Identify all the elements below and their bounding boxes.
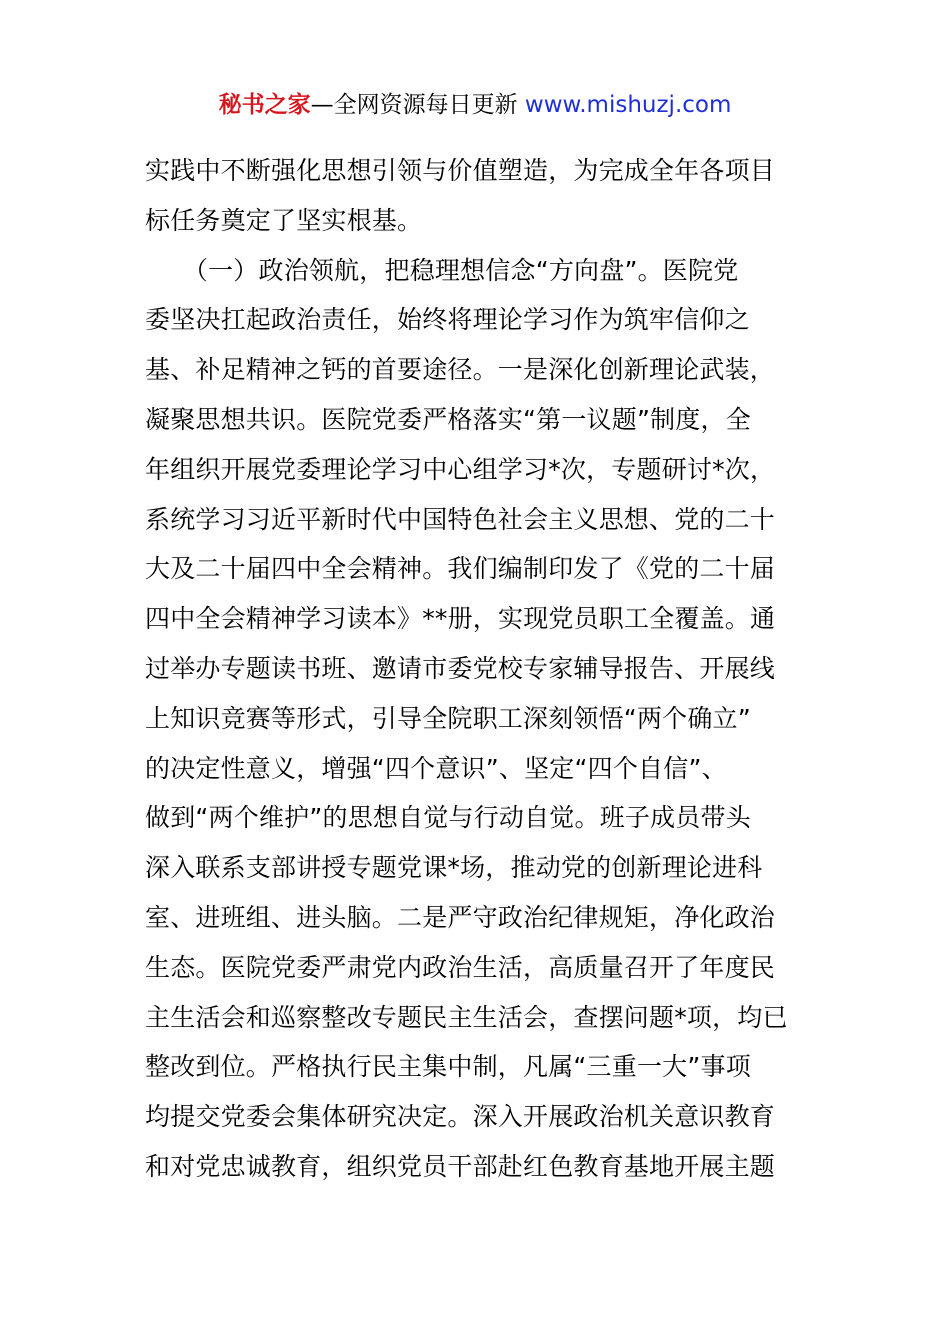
watermark-header	[0, 88, 950, 122]
text-line-3: （一）政治领航，把稳理想信念“方向盘”。医院党	[145, 255, 739, 285]
text-line-9: 大及二十届四中全会精神。我们编制印发了《党的二十届	[145, 554, 776, 584]
text-line-6: 凝聚思想共识。医院党委严格落实“第一议题”制度，全	[145, 404, 751, 434]
document-body	[145, 146, 810, 1192]
text-line-15: 深入联系支部讲授专题党课*场，推动党的创新理论进科	[145, 853, 763, 883]
text-line-10: 四中全会精神学习读本》**册，实现党员职工全覆盖。通	[145, 604, 776, 634]
brand-name: 秘书之家	[218, 92, 311, 118]
text-line-12: 上知识竞赛等形式，引导全院职工深刻领悟“两个确立”	[145, 703, 751, 733]
text-line-4: 委坚决扛起政治责任，始终将理论学习作为筑牢信仰之	[145, 305, 750, 335]
brand-slogan: —全网资源每日更新	[310, 92, 525, 118]
text-line-20: 均提交党委会集体研究决定。深入开展政治机关意识教育	[145, 1102, 776, 1132]
text-line-14: 做到“两个维护”的思想自觉与行动自觉。班子成员带头	[145, 803, 751, 833]
text-line-2: 标任务奠定了坚实根基。	[145, 205, 423, 235]
text-line-16: 室、进班组、进头脑。二是严守政治纪律规矩，净化政治	[145, 902, 776, 932]
text-line-13: 的决定性意义，增强“四个意识”、坚定“四个自信”、	[145, 753, 727, 783]
text-line-21: 和对党忠诚教育，组织党员干部赴红色教育基地开展主题	[145, 1151, 776, 1181]
site-url: www.mishuzj.com	[524, 92, 732, 118]
text-line-7: 年组织开展党委理论学习中心组学习*次，专题研讨*次，	[145, 454, 776, 484]
text-line-18: 主生活会和巡察整改专题民主生活会，查摆问题*项，均已	[145, 1002, 788, 1032]
text-line-17: 生态。医院党委严肃党内政治生活，高质量召开了年度民	[145, 952, 776, 982]
text-line-8: 系统学习习近平新时代中国特色社会主义思想、党的二十	[145, 504, 776, 534]
text-line-5: 基、补足精神之钙的首要途径。一是深化创新理论武装，	[145, 355, 776, 385]
text-line-1: 实践中不断强化思想引领与价值塑造，为完成全年各项目	[145, 156, 776, 185]
text-line-19: 整改到位。严格执行民主集中制，凡属“三重一大”事项	[145, 1052, 751, 1082]
text-line-11: 过举办专题读书班、邀请市委党校专家辅导报告、开展线	[145, 653, 776, 683]
